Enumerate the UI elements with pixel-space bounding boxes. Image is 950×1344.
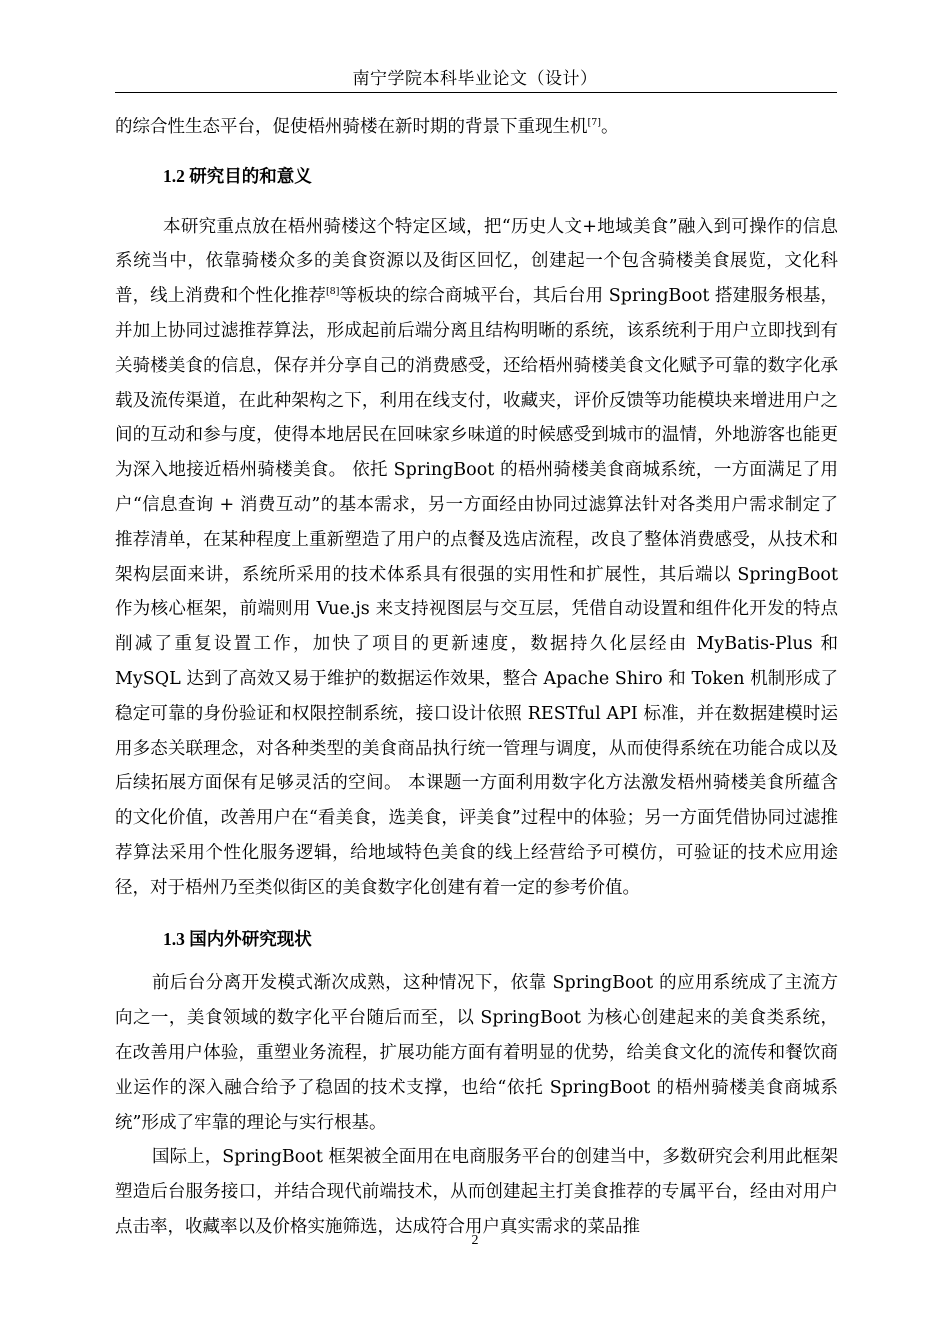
- header-divider: [115, 92, 837, 93]
- paragraph: [115, 1140, 838, 1244]
- paragraph: [115, 966, 838, 1140]
- section-heading: 1.2 研究目的和意义: [163, 165, 312, 186]
- section-heading: 1.3 国内外研究现状: [163, 928, 312, 949]
- paragraph: [115, 210, 838, 906]
- text-run: 的综合性生态平台，促使梧州骑楼在新时期的背景下重现生机: [115, 117, 588, 137]
- text-run: 等板块的综合商城平台，其后台用 SpringBoot 搭建服务根基，并加上协同过滤推荐算法，形成起前后端分离且结构明晰的系统，该系统利于用户立即找到有关骑楼美食的信息，保存并分享自己的消费感受，还给梧州骑楼美食文化赋予可靠的数字化承载及流传渠道，在此种架构之下，利用在线支付，收藏夹，评价反馈等功能模块来增进用户之间的互动和参与度，使得本地居民在回味家乡味道的时候感受到城市的温情，外地游客也能更为深入地接近梧州骑楼美食。 依托 SpringBoot 的梧州骑楼美食商城系统，一方面满足了用户“信息查询 + 消费互动”的基本需求，另一方面经由协同过滤算法针对各类用户需求制定了推荐清单，在某种程度上重新塑造了用户的点餐及选店流程，改良了整体消费感受，从技术和架构层面来讲，系统所采用的技术体系具有很强的实用性和扩展性，其后端以 SpringBoot 作为核心框架，前端则用 Vue.js 来支持视图层与交互层，凭借自动设置和组件化开发的特点削减了重复设置工作，加快了项目的更新速度，数据持久化层经由 MyBatis-Plus 和 MySQL 达到了高效又易于维护的数据运作效果，整合 Apache Shiro 和 Token 机制形成了稳定可靠的身份验证和权限控制系统，接口设计依照 RESTful API 标准，并在数据建模时运用多态关联理念，对各种类型的美食商品执行统一管理与调度，从而使得系统在功能合成以及后续拓展方面保有足够灵活的空间。 本课题一方面利用数字化方法激发梧州骑楼美食所蕴含的文化价值，改善用户在“看美食，选美食，评美食”过程中的体验；另一方面凭借协同过滤推荐算法采用个性化服务逻辑，给地域特色美食的线上经营给予可模仿，可验证的技术应用途径，对于梧州乃至类似街区的美食数字化创建有着一定的参考价值。: [115, 286, 838, 898]
- page-header: 南宁学院本科毕业论文（设计）: [352, 69, 598, 89]
- body-text: [115, 110, 838, 1245]
- text-run: 前后台分离开发模式渐次成熟，这种情况下，依靠 SpringBoot 的应用系统成了主流方向之一，美食领域的数字化平台随后而至，以 SpringBoot 为核心创建起来的美食类系统，在改善用户体验，重塑业务流程，扩展功能方面有着明显的优势，给美食文化的流传和餐饮商业运作的深入融合给予了稳固的技术支撑，也给“依托 SpringBoot 的梧州骑楼美食商城系统”形成了牢靠的理论与实行根基。: [115, 973, 838, 1133]
- text-run: 本研究重点放在梧州骑楼这个特定区域，把“历史人文+地域美食”融入到可操作的信息系统当中，依靠骑楼众多的美食资源以及街区回忆，创建起一个包含骑楼美食展览，文化科普，线上消费和个性化推荐: [115, 216, 838, 307]
- text-run: 。: [600, 117, 619, 137]
- citation-ref: [7]: [587, 117, 601, 128]
- citation-ref: [8]: [325, 286, 340, 298]
- paragraph: [115, 110, 838, 145]
- text-run: 国际上，SpringBoot 框架被全面用在电商服务平台的创建当中，多数研究会利用此框架塑造后台服务接口，并结合现代前端技术，从而创建起主打美食推荐的专属平台，经由对用户点击率，收藏率以及价格实施筛选，达成符合用户真实需求的菜品推: [115, 1147, 838, 1237]
- page-number: 2: [471, 1233, 479, 1248]
